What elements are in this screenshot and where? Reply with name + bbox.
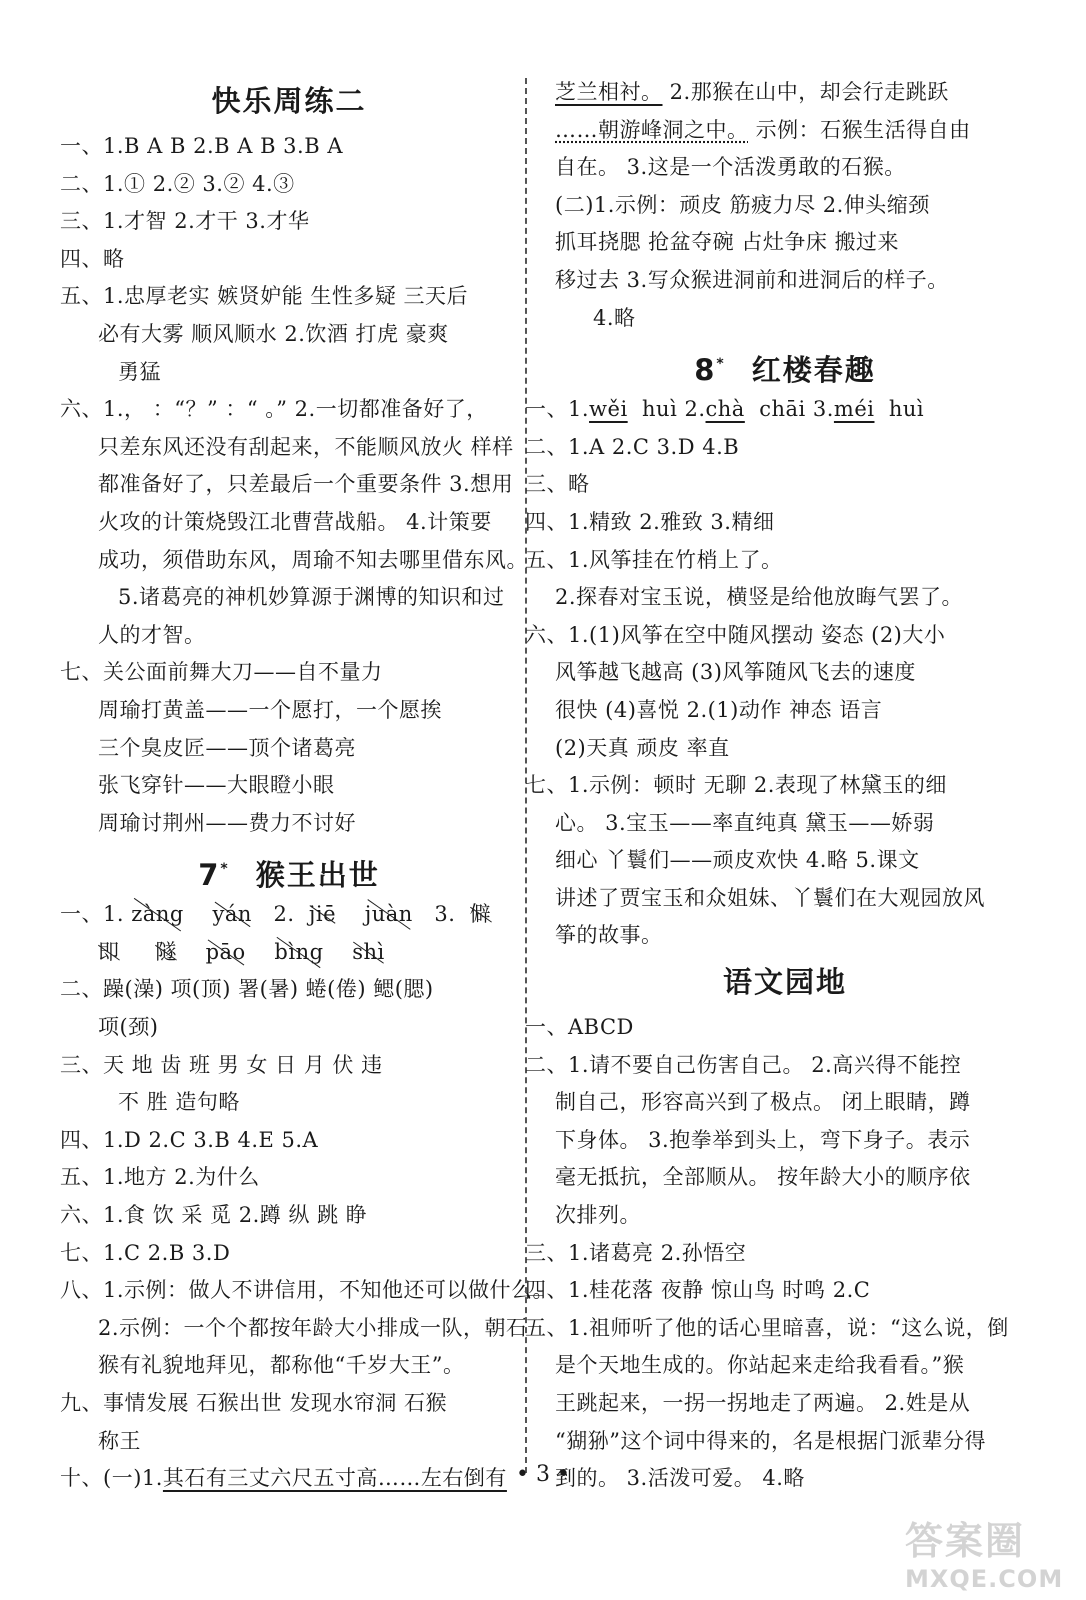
answer-line: 2.探春对宝玉说，横竖是给他放晦气罢了。 xyxy=(555,585,964,610)
answer-line: 5.诸葛亮的神机妙算源于渊博的知识和过 xyxy=(118,585,505,610)
answer-line: 三、1.诸葛亮 2.孙悟空 xyxy=(525,1240,747,1265)
answer-line: 必有大雾 顺风顺水 2.饮酒 打虎 豪爽 xyxy=(98,321,449,346)
answer-line: 只差东风还没有刮起来，不能顺风放火 样样 xyxy=(98,434,514,459)
answer-line: 二、1.A 2.C 3.D 4.B xyxy=(525,434,740,459)
answer-line: (2)天真 顽皮 率直 xyxy=(555,735,730,760)
answer-line: 很快 (4)喜悦 2.(1)动作 神态 语言 xyxy=(555,697,883,722)
lesson-number: 8 xyxy=(694,353,717,388)
answer-line: 火攻的计策烧毁江北曹营战船。 4.计策要 xyxy=(98,509,492,534)
answer-line: 毫无抵抗，全部顺从。 按年龄大小的顺序依 xyxy=(555,1165,971,1190)
answer-line: 六、1.， ：“？” ：“ 。” 2.一切都准备好了， xyxy=(60,397,488,422)
answer-line: 一、ABCD xyxy=(525,1015,634,1040)
answer-line: 芝兰相衬。 2.那猴在山中，却会行走跳跃 xyxy=(555,80,949,104)
answer-line: 四、1.D 2.C 3.B 4.E 5.A xyxy=(60,1127,319,1152)
crossed-pinyin: zàng xyxy=(131,902,184,927)
answer-line: 四、略 xyxy=(60,246,125,271)
answer-line: 五、1.忠厚老实 嫉贤妒能 生性多疑 三天后 xyxy=(60,284,469,309)
section-title-chinese-garden: 语文园地 xyxy=(722,965,847,1000)
answer-line-pinyin: 一、1. zàng yán 2. jiē juàn 3. 僻 xyxy=(60,902,492,927)
crossed-pinyin: jiē xyxy=(308,902,337,927)
answer-line: 细心 丫鬟们——顽皮欢快 4.略 5.课文 xyxy=(555,848,920,873)
answer-line: 成功，须借助东风，周瑜不知去哪里借东风。 xyxy=(98,547,528,572)
answer-line: 一、1.B A B 2.B A B 3.B A xyxy=(60,134,343,158)
answer-line-pinyin xyxy=(60,934,518,972)
answer-line: 张飞穿针——大眼瞪小眼 xyxy=(98,773,335,798)
crossed-char: 即 xyxy=(98,939,120,964)
answer-line: 到的。 3.活泼可爱。 4.略 xyxy=(555,1466,805,1491)
section-title-lesson8 xyxy=(555,337,1015,391)
answer-line: 三、天 地 齿 班 男 女 日 月 伏 违 xyxy=(60,1052,383,1077)
answer-line: 人的才智。 xyxy=(98,622,206,647)
crossed-pinyin: shì xyxy=(352,939,385,964)
answer-line: 心。 3.宝玉——率直纯真 黛玉——娇弱 xyxy=(555,810,935,835)
answer-line: 四、1.精致 2.雅致 3.精细 xyxy=(525,509,775,534)
crossed-pinyin: juàn xyxy=(364,902,413,927)
optional-star: * xyxy=(220,861,230,878)
answer-line: 次排列。 xyxy=(555,1203,641,1228)
lesson-title: 猴王出世 xyxy=(255,858,380,893)
answer-line: 讲述了贾宝玉和众姐妹、丫鬟们在大观园放风 xyxy=(555,885,985,910)
watermark-logo xyxy=(905,1510,1075,1593)
answer-line: 二、1.请不要自己伤害自己。 2.高兴得不能控 xyxy=(525,1052,962,1077)
answer-line: 三个臭皮匠——顶个诸葛亮 xyxy=(98,735,356,760)
answer-line: 抓耳挠腮 抢盆夺碗 占灶争床 搬过来 xyxy=(555,230,900,255)
answer-line: 筝的故事。 xyxy=(555,923,663,948)
lesson-number: 7 xyxy=(198,858,221,893)
answer-line: 六、1.食 饮 采 觅 2.蹲 纵 跳 睁 xyxy=(60,1203,368,1228)
answer-line: 三、1.才智 2.才干 3.才华 xyxy=(60,209,310,234)
underlined-text: ……朝游峰洞之中。 xyxy=(555,117,749,142)
answer-line-pinyin: 一、1.wěi huì 2.chà chāi 3.méi huì xyxy=(525,397,925,422)
answer-line: 五、1.地方 2.为什么 xyxy=(60,1165,260,1190)
answer-line: 五、1.风筝挂在竹梢上了。 xyxy=(525,547,783,572)
underlined-text: 芝兰相衬。 xyxy=(555,80,663,104)
answer-line: 下身体。 3.抱拳举到头上，弯下身子。表示 xyxy=(555,1127,971,1152)
answer-line: 制自己，形容高兴到了极点。 闭上眼睛，蹲 xyxy=(555,1090,971,1115)
answer-line: (二)1.示例：顽皮 筋疲力尽 2.伸头缩颈 xyxy=(555,192,930,217)
crossed-char: 隧 xyxy=(155,939,177,964)
left-column xyxy=(60,74,555,1498)
answer-line: ……朝游峰洞之中。 示例：石猴生活得自由 xyxy=(555,117,971,142)
answer-line: 风筝越飞越高 (3)风筝随风飞去的速度 xyxy=(555,660,916,685)
watermark-text: 答案圈 xyxy=(905,1519,1026,1563)
crossed-pinyin: bìng xyxy=(274,939,324,964)
answer-line: 二、躁(澡) 项(顶) 署(暑) 蜷(倦) 鳃(腮) xyxy=(60,977,434,1002)
answer-line: “猢狲”这个词中得来的，名是根据门派辈分得 xyxy=(555,1428,986,1453)
answer-line: 三、略 xyxy=(525,472,590,497)
page-number: • 3 • xyxy=(516,1462,570,1487)
answer-line: 五、1.祖师听了他的话心里暗喜，说：“这么说，倒 xyxy=(525,1315,1009,1340)
watermark-url: MXQE.COM xyxy=(905,1565,1064,1593)
answer-line: 是个天地生成的。你站起来走给我看看。”猴 xyxy=(555,1353,965,1378)
crossed-pinyin: pāo xyxy=(205,939,246,964)
answer-line: 称王 xyxy=(98,1428,141,1453)
answer-line: 项(颈) xyxy=(98,1015,159,1040)
section-title-lesson7 xyxy=(60,842,518,896)
answer-line: 周瑜打黄盖——一个愿打，一个愿挨 xyxy=(98,697,442,722)
answer-line: 猴有礼貌地拜见，都称他“千岁大王”。 xyxy=(98,1353,465,1378)
section-title-week2: 快乐周练二 xyxy=(211,84,367,118)
answer-line: 王跳起来，一拐一拐地走了两遍。 2.姓是从 xyxy=(555,1391,971,1415)
crossed-pinyin: yán xyxy=(212,902,252,927)
answer-line: 周瑜讨荆州——费力不讨好 xyxy=(98,810,356,835)
answer-line: 二、1.① 2.② 3.② 4.③ xyxy=(60,171,295,196)
optional-star: * xyxy=(716,356,726,373)
answer-line: 六、1.(1)风筝在空中随风摆动 姿态 (2)大小 xyxy=(525,622,946,647)
answer-line: 九、事情发展 石猴出世 发现水帘洞 石猴 xyxy=(60,1391,448,1415)
lesson-title: 红楼春趣 xyxy=(751,353,876,388)
answer-line: 勇猛 xyxy=(118,359,161,384)
answer-line: 七、1.C 2.B 3.D xyxy=(60,1240,231,1265)
answer-line: 都准备好了，只差最后一个重要条件 3.想用 xyxy=(98,472,514,497)
right-column xyxy=(525,74,1015,1498)
answer-line: 七、1.示例：顿时 无聊 2.表现了林黛玉的细 xyxy=(525,773,947,798)
underlined-text: 其石有三丈六尺五寸高……左右倒有 xyxy=(162,1466,507,1491)
answer-line: 不 胜 造句略 xyxy=(118,1090,240,1115)
answer-line: 八、1.示例：做人不讲信用，不知他还可以做什么。 xyxy=(60,1278,555,1303)
answer-line: 七、关公面前舞大刀——自不量力 xyxy=(60,660,383,685)
answer-line: 四、1.桂花落 夜静 惊山鸟 时鸣 2.C xyxy=(525,1278,871,1303)
answer-line: 十、(一)1.其石有三丈六尺五寸高……左右倒有 xyxy=(60,1466,507,1491)
answer-line: 自在。 3.这是一个活泼勇敢的石猴。 xyxy=(555,155,906,180)
answer-line: 移过去 3.写众猴进洞前和进洞后的样子。 xyxy=(555,267,949,292)
answer-line: 4.略 xyxy=(593,305,636,330)
crossed-char: 僻 xyxy=(469,902,492,927)
answer-line: 2.示例：一个个都按年龄大小排成一队，朝石 xyxy=(98,1315,528,1340)
